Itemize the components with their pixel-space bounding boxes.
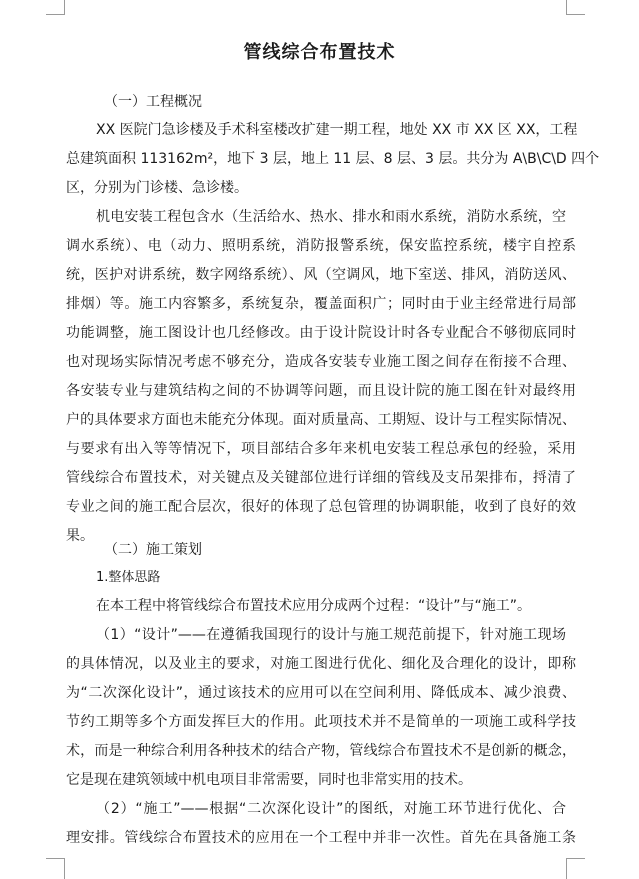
paragraph-line: 它是现在建筑领域中机电项目非常需要，同时也非常实用的技术。: [66, 772, 472, 788]
paragraph-line: （2）“施工”——根据“二次深化设计”的图纸，对施工环节进行优化、合: [96, 801, 566, 817]
paragraph-line: 各安装专业与建筑结构之间的不协调等问题，而且设计院的施工图在针对最终用: [66, 383, 576, 399]
paragraph-line: 果。: [66, 528, 94, 544]
crop-mark-bottom-right: [566, 858, 585, 879]
paragraph-line: 总建筑面积 113162m²，地下 3 层，地上 11 层、8 层、3 层。共分为 A\B\C\D 四个: [66, 151, 600, 167]
paragraph-line: 专业之间的施工配合层次，很好的体现了总包管理的协调职能，收到了良好的效: [66, 499, 576, 515]
paragraph-line: 节约工期等多个方面发挥巨大的作用。此项技术并不是简单的一项施工或科学技: [66, 714, 576, 730]
crop-mark-top-right: [566, 0, 585, 15]
paragraph-line: 与要求有出入等等情况下，项目部结合多年来机电安装工程总承包的经验，采用: [66, 441, 576, 457]
paragraph-line: 功能调整，施工图设计也几经修改。由于设计院设计时各专业配合不够彻底同时: [66, 325, 576, 341]
paragraph-line: 理安排。管线综合布置技术的应用在一个工程中并非一次性。首先在具备施工条: [66, 830, 576, 846]
section-heading-overview: （一）工程概况: [104, 94, 202, 110]
subheading-overall-approach: 1.整体思路: [96, 570, 161, 585]
paragraph-line: XX 医院门急诊楼及手术科室楼改扩建一期工程，地处 XX 市 XX 区 XX，工程: [96, 122, 578, 138]
paragraph-line: （1）“设计”——在遵循我国现行的设计与施工规范前提下，针对施工现场: [96, 627, 566, 643]
paragraph-line: 管线综合布置技术，对关键点及关键部位进行详细的管线及支吊架排布，捋清了: [66, 470, 576, 486]
paragraph-line: 调水系统）、电（动力、照明系统，消防报警系统，保安监控系统，楼宇自控系: [66, 238, 576, 254]
paragraph-line: 户的具体要求方面也未能充分体现。面对质量高、工期短、设计与工程实际情况、: [66, 412, 576, 428]
paragraph-line: 的具体情况，以及业主的要求，对施工图进行优化、细化及合理化的设计，即称: [66, 656, 576, 672]
paragraph-line: 机电安装工程包含水（生活给水、热水、排水和雨水系统，消防水系统，空: [96, 209, 566, 225]
paragraph-line: 也对现场实际情况考虑不够充分，造成各安装专业施工图之间存在衔接不合理、: [66, 354, 576, 370]
paragraph-line: 统，医护对讲系统，数字网络系统）、风（空调风，地下室送、排风，消防送风、: [66, 267, 576, 283]
paragraph-line: 排烟）等。施工内容繁多，系统复杂，覆盖面积广；同时由于业主经常进行局部: [66, 296, 576, 312]
section-heading-planning: （二）施工策划: [104, 542, 202, 558]
crop-mark-bottom-left: [46, 858, 65, 879]
crop-mark-top-left: [46, 0, 65, 15]
document-title: 管线综合布置技术: [243, 42, 396, 63]
paragraph-line: 术，而是一种综合利用各种技术的结合产物，管线综合布置技术不是创新的概念，: [66, 743, 576, 759]
paragraph-line: 在本工程中将管线综合布置技术应用分成两个过程：“设计”与“施工”。: [96, 598, 532, 614]
paragraph-line: 为“二次深化设计”，通过该技术的应用可以在空间利用、降低成本、减少浪费、: [66, 685, 576, 701]
paragraph-line: 区，分别为门诊楼、急诊楼。: [66, 180, 248, 196]
